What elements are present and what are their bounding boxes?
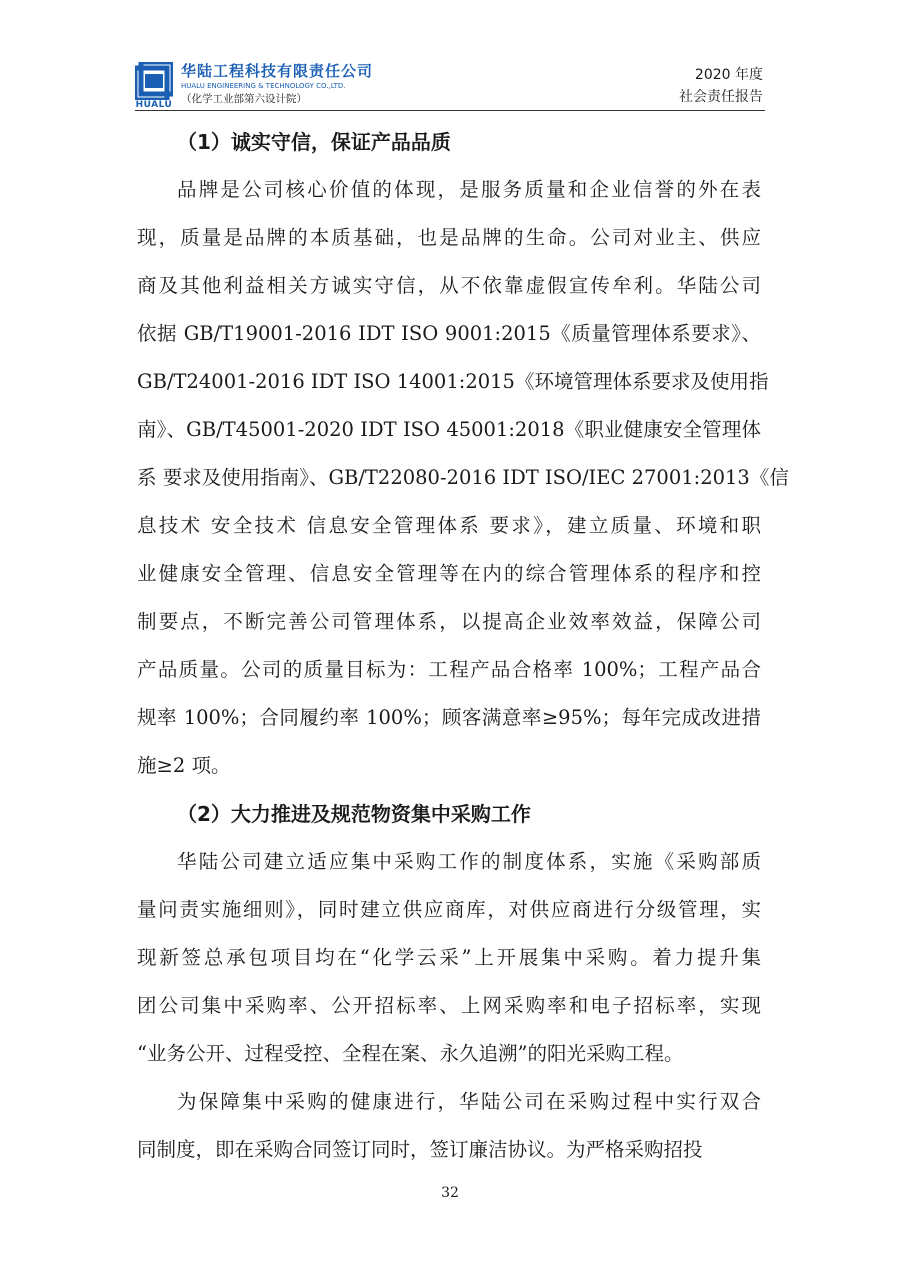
page-number: 32 — [441, 1185, 459, 1201]
report-year: 2020 年度 — [694, 67, 763, 83]
report-title-block — [679, 64, 763, 108]
paragraph-line: 现，质量是品牌的本质基础，也是品牌的生命。公司对业主、供应 — [137, 226, 761, 249]
paragraph-line: 南》、GB/T45001-2020 IDT ISO 45001:2018《职业健康安全管理体 — [137, 418, 761, 441]
company-logo-icon — [135, 62, 173, 100]
section-heading: （1）诚实守信，保证产品品质 — [177, 130, 451, 154]
logo-wordmark: HUALU — [135, 100, 173, 110]
paragraph-line: 华陆公司建立适应集中采购工作的制度体系，实施《采购部质 — [177, 850, 761, 873]
document-body — [137, 118, 789, 1174]
paragraph-line: 依据 GB/T19001-2016 IDT ISO 9001:2015《质量管理体系要求》、 — [137, 322, 761, 345]
header-divider — [135, 110, 765, 111]
page-header — [0, 0, 900, 115]
paragraph-line: 产品质量。公司的质量目标为：工程产品合格率 100%；工程产品合 — [137, 658, 761, 681]
company-name-cn: 华陆工程科技有限责任公司 — [181, 62, 374, 80]
company-block — [181, 60, 373, 106]
company-subtitle: （化学工业部第六设计院） — [181, 93, 307, 105]
paragraph-line: 制要点，不断完善公司管理体系，以提高企业效率效益，保障公司 — [137, 610, 761, 633]
paragraph-line: “业务公开、过程受控、全程在案、永久追溯”的阳光采购工程。 — [137, 1042, 684, 1065]
paragraph-line: 团公司集中采购率、公开招标率、上网采购率和电子招标率，实现 — [137, 994, 761, 1017]
company-name-en: HUALU ENGINEERING & TECHNOLOGY CO.,LTD. — [181, 82, 346, 90]
paragraph-line: 品牌是公司核心价值的体现，是服务质量和企业信誉的外在表 — [177, 178, 761, 201]
paragraph-line: 息技术 安全技术 信息安全管理体系 要求》，建立质量、环境和职 — [137, 514, 761, 537]
paragraph-line: 现新签总承包项目均在“化学云采”上开展集中采购。着力提升集 — [137, 946, 761, 969]
paragraph-line: 量问责实施细则》，同时建立供应商库，对供应商进行分级管理，实 — [137, 898, 761, 921]
report-title: 社会责任报告 — [679, 89, 763, 105]
section-heading: （2）大力推进及规范物资集中采购工作 — [177, 802, 531, 826]
paragraph-line: 业健康安全管理、信息安全管理等在内的综合管理体系的程序和控 — [137, 562, 761, 585]
paragraph-line: 同制度，即在采购合同签订同时，签订廉洁协议。为严格采购招投 — [137, 1138, 703, 1161]
paragraph-line: 施≥2 项。 — [137, 754, 231, 777]
paragraph-line: 系 要求及使用指南》、GB/T22080-2016 IDT ISO/IEC 27001:2013《信 — [137, 466, 789, 489]
paragraph-line: GB/T24001-2016 IDT ISO 14001:2015《环境管理体系要求及使用指 — [137, 370, 769, 393]
paragraph-line: 为保障集中采购的健康进行，华陆公司在采购过程中实行双合 — [177, 1090, 761, 1113]
paragraph-line: 商及其他利益相关方诚实守信，从不依靠虚假宣传牟利。华陆公司 — [137, 274, 761, 297]
paragraph-line: 规率 100%；合同履约率 100%；顾客满意率≥95%；每年完成改进措 — [137, 706, 761, 729]
